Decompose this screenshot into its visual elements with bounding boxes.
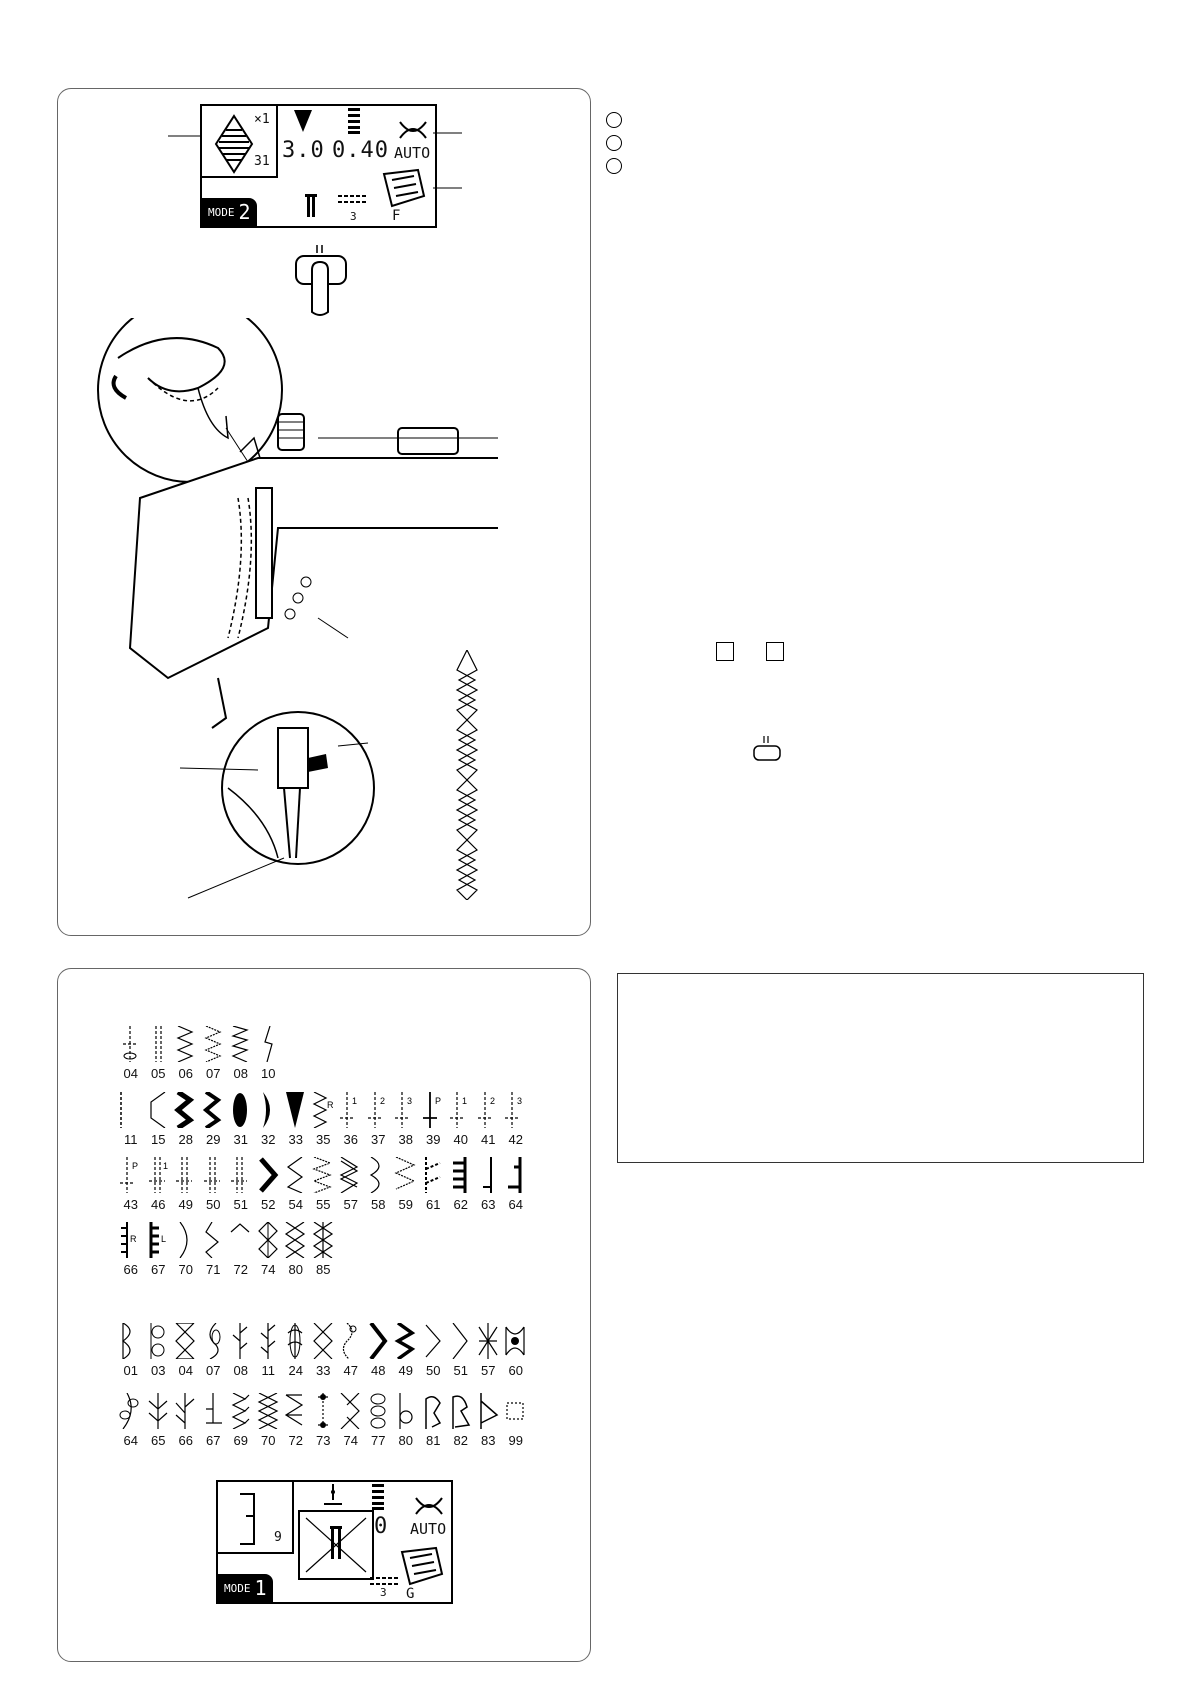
presser-foot-icon bbox=[396, 1544, 446, 1588]
stitch-number: 33 bbox=[316, 1363, 331, 1378]
stitch-number: 57 bbox=[343, 1197, 358, 1212]
stitch-number: 66 bbox=[123, 1262, 138, 1277]
stitch-mark: R bbox=[326, 1100, 334, 1110]
callout-marker-b bbox=[606, 135, 622, 151]
lcd-display-mode1 bbox=[216, 1480, 453, 1604]
stitch-number: 04 bbox=[123, 1066, 138, 1081]
stitch-number: 10 bbox=[261, 1066, 276, 1081]
stitch-row-5 bbox=[117, 1323, 530, 1378]
stitch-number: 49 bbox=[398, 1363, 413, 1378]
needle-position-icon bbox=[318, 1484, 348, 1508]
tension-value: AUTO bbox=[410, 1520, 447, 1538]
stitch-number: 11 bbox=[124, 1132, 138, 1147]
stitch-number: 41 bbox=[481, 1132, 496, 1147]
stitch-mark: 3 bbox=[517, 1096, 523, 1106]
note-box bbox=[617, 973, 1144, 1163]
stitch-number: 66 bbox=[178, 1433, 193, 1448]
tension-icon bbox=[414, 1496, 444, 1516]
stitch-number: 54 bbox=[288, 1197, 303, 1212]
stitch-number: 15 bbox=[151, 1132, 166, 1147]
stitch-mark: 1 bbox=[462, 1096, 468, 1106]
stitch-number: 51 bbox=[453, 1363, 468, 1378]
stitch-number: 57 bbox=[481, 1363, 496, 1378]
stitch-number: 07 bbox=[206, 1363, 221, 1378]
pattern-number: 31 bbox=[254, 154, 270, 169]
stitch-number: 77 bbox=[371, 1433, 386, 1448]
stitch-number: 51 bbox=[233, 1197, 248, 1212]
callout-marker-c bbox=[606, 158, 622, 174]
stitch-number: 05 bbox=[151, 1066, 166, 1081]
stitch-row-3 bbox=[117, 1157, 530, 1212]
twin-needle-warning-icon bbox=[300, 1512, 372, 1578]
stitch-number: 70 bbox=[178, 1262, 193, 1277]
length-icon bbox=[372, 1484, 384, 1510]
stitch-number: 58 bbox=[371, 1197, 386, 1212]
stitch-number: 62 bbox=[453, 1197, 468, 1212]
stitch-number: 72 bbox=[233, 1262, 248, 1277]
stitch-value: 0 bbox=[374, 1514, 389, 1539]
mode-indicator: MODE 2 bbox=[202, 198, 257, 226]
stitch-number: 48 bbox=[371, 1363, 386, 1378]
stitch-number: 39 bbox=[426, 1132, 441, 1147]
stitch-row-2 bbox=[117, 1092, 530, 1147]
stitch-number: 50 bbox=[206, 1197, 221, 1212]
key-box-1 bbox=[716, 642, 734, 661]
stitch-number: 38 bbox=[398, 1132, 413, 1147]
twin-needle-key-icon bbox=[752, 734, 782, 762]
callout-lines bbox=[0, 0, 1190, 250]
twin-count: 3 bbox=[380, 1586, 387, 1599]
stitch-length-value: 0.40 bbox=[332, 138, 389, 163]
twin-count: 3 bbox=[350, 210, 357, 223]
stitch-number: 28 bbox=[178, 1132, 193, 1147]
stitch-number: 07 bbox=[206, 1066, 221, 1081]
stitch-number: 50 bbox=[426, 1363, 441, 1378]
lcd-divider-h bbox=[218, 1552, 294, 1554]
straight-stitch-pattern-icon bbox=[234, 1490, 274, 1550]
tension-value: AUTO bbox=[394, 144, 431, 162]
stitch-number: 36 bbox=[343, 1132, 358, 1147]
stitch-number: 40 bbox=[453, 1132, 468, 1147]
callout-marker-a bbox=[606, 112, 622, 128]
stitch-number: 60 bbox=[508, 1363, 523, 1378]
stitch-number: 06 bbox=[178, 1066, 193, 1081]
stitch-mark: 3 bbox=[407, 1096, 413, 1106]
stitch-number: 37 bbox=[371, 1132, 386, 1147]
stitch-number: 64 bbox=[508, 1197, 523, 1212]
stitch-mark: P bbox=[434, 1096, 441, 1106]
stitch-number: 35 bbox=[316, 1132, 331, 1147]
stitch-number: 85 bbox=[316, 1262, 331, 1277]
stitch-number: 70 bbox=[261, 1433, 276, 1448]
mode-indicator: MODE 1 bbox=[218, 1574, 273, 1602]
stitch-mark: 2 bbox=[379, 1096, 385, 1106]
stitch-mark: L bbox=[160, 1234, 166, 1244]
stitch-mark: R bbox=[130, 1234, 137, 1244]
twin-needle-threading-illustration bbox=[78, 318, 498, 908]
pattern-number: 9 bbox=[274, 1530, 282, 1545]
stitch-number: 82 bbox=[453, 1433, 468, 1448]
stitch-row-6 bbox=[117, 1393, 530, 1448]
stitch-number: 49 bbox=[178, 1197, 193, 1212]
stitch-mark: P bbox=[132, 1161, 139, 1171]
stitch-number: 33 bbox=[288, 1132, 303, 1147]
stitch-number: 61 bbox=[426, 1197, 441, 1212]
stitch-number: 63 bbox=[481, 1197, 496, 1212]
presser-foot-letter: F bbox=[392, 208, 401, 224]
stitch-number: 72 bbox=[288, 1433, 303, 1448]
stitch-number: 08 bbox=[233, 1066, 248, 1081]
stitch-number: 47 bbox=[343, 1363, 358, 1378]
stitch-mark: 1 bbox=[162, 1161, 168, 1171]
stitch-number: 32 bbox=[261, 1132, 276, 1147]
stitch-mark: 2 bbox=[489, 1096, 495, 1106]
stitch-number: 43 bbox=[123, 1197, 138, 1212]
stitch-number: 81 bbox=[426, 1433, 441, 1448]
stitch-number: 29 bbox=[206, 1132, 221, 1147]
stitch-number: 83 bbox=[481, 1433, 496, 1448]
stitch-row-4 bbox=[117, 1222, 337, 1277]
stitch-number: 55 bbox=[316, 1197, 331, 1212]
stitch-row-1 bbox=[117, 1026, 282, 1081]
stitch-number: 69 bbox=[233, 1433, 248, 1448]
stitch-number: 04 bbox=[178, 1363, 193, 1378]
twin-needle-button-illustration bbox=[284, 240, 364, 320]
stitch-number: 03 bbox=[151, 1363, 166, 1378]
repeat-count: ×1 bbox=[254, 112, 270, 127]
presser-foot-letter: G bbox=[406, 1586, 415, 1602]
stitch-number: 31 bbox=[233, 1132, 248, 1147]
stitch-number: 52 bbox=[261, 1197, 276, 1212]
twin-needle-warning-box bbox=[298, 1510, 374, 1580]
stitch-number: 67 bbox=[206, 1433, 221, 1448]
stitch-number: 80 bbox=[288, 1262, 303, 1277]
stitch-mark: 1 bbox=[352, 1096, 358, 1106]
stitch-number: 42 bbox=[508, 1132, 523, 1147]
stitch-number: 71 bbox=[206, 1262, 221, 1277]
stitch-number: 73 bbox=[316, 1433, 331, 1448]
stitch-number: 11 bbox=[261, 1363, 275, 1378]
stitch-number: 08 bbox=[233, 1363, 248, 1378]
stitch-number: 74 bbox=[343, 1433, 358, 1448]
key-box-2 bbox=[766, 642, 784, 661]
stitch-width-value: 3.0 bbox=[282, 138, 325, 163]
stitch-number: 74 bbox=[261, 1262, 276, 1277]
stitch-number: 01 bbox=[123, 1363, 138, 1378]
stitch-number: 65 bbox=[151, 1433, 166, 1448]
stitch-number: 99 bbox=[508, 1433, 523, 1448]
stitch-number: 67 bbox=[151, 1262, 166, 1277]
stitch-number: 80 bbox=[398, 1433, 413, 1448]
stitch-number: 59 bbox=[398, 1197, 413, 1212]
stitch-number: 46 bbox=[151, 1197, 166, 1212]
stitch-sample bbox=[447, 650, 487, 900]
lcd-divider bbox=[292, 1482, 294, 1552]
stitch-number: 24 bbox=[288, 1363, 303, 1378]
stitch-number: 64 bbox=[123, 1433, 138, 1448]
